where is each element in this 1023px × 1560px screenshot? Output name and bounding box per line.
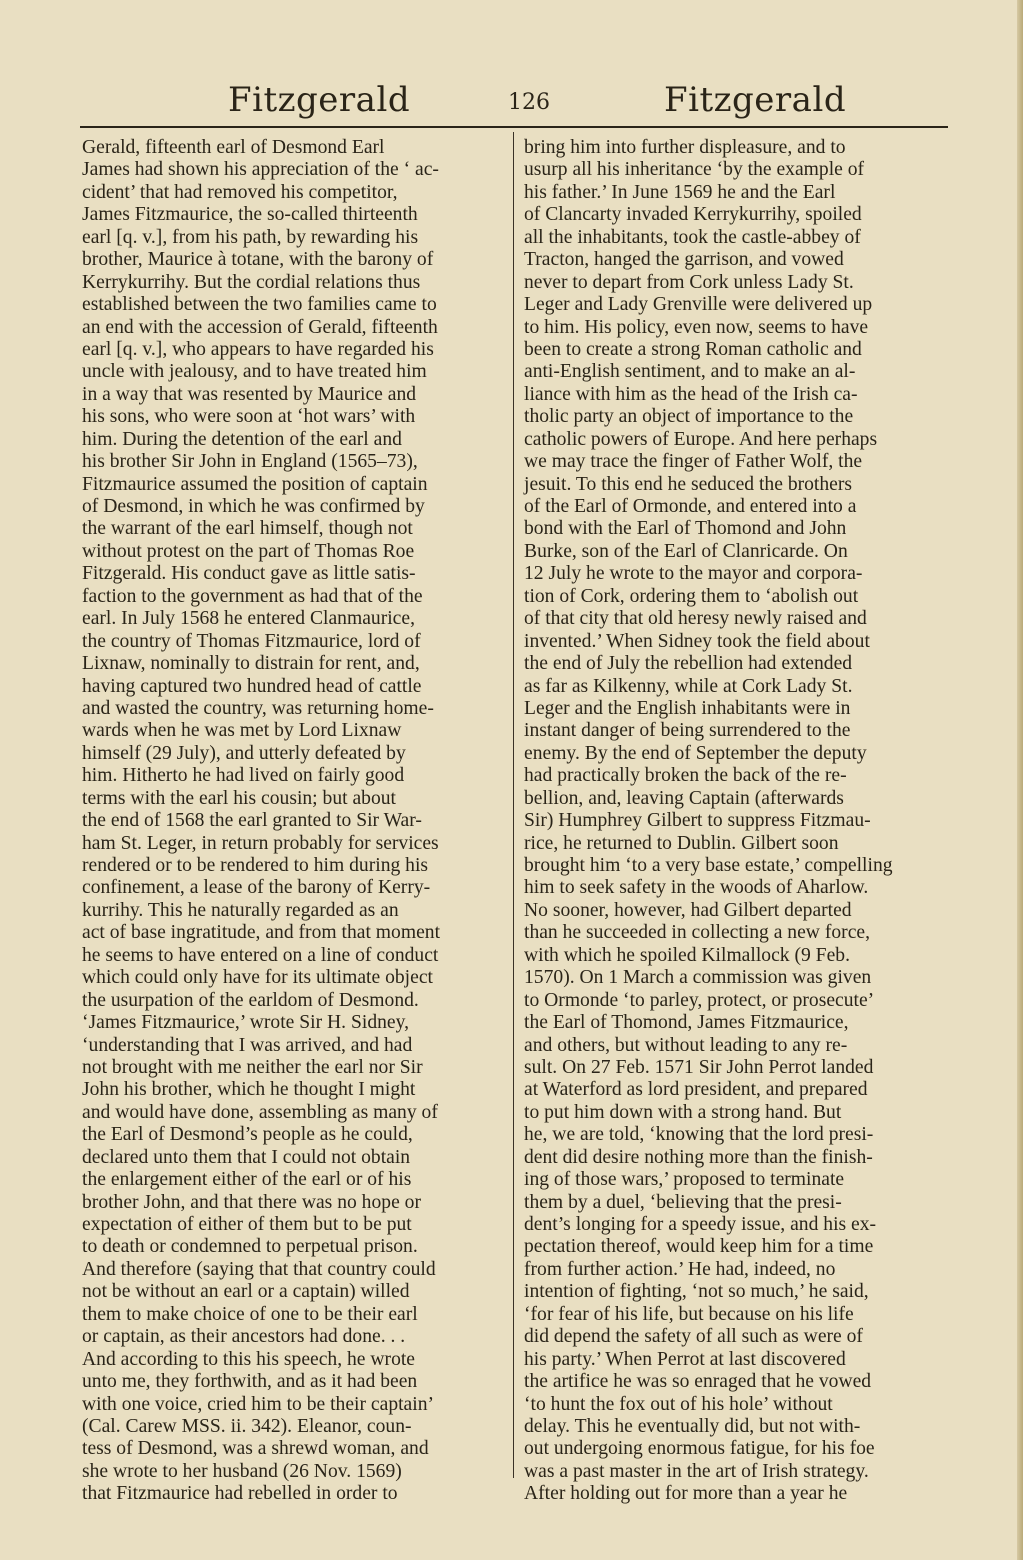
text-line: James Fitzmaurice, the so-called thirteenth	[82, 204, 418, 226]
text-line: never to depart from Cork unless Lady St.	[524, 271, 854, 293]
text-line: act of base ingratitude, and from that moment	[82, 922, 441, 944]
text-line: without protest on the part of Thomas Roe	[82, 540, 415, 562]
text-line: did depend the safety of all such as were of	[524, 1326, 863, 1348]
text-line: ing of those wars,’ proposed to terminate	[524, 1169, 845, 1191]
text-line: dent did desire nothing more than the finish-	[524, 1146, 873, 1168]
text-line: his father.’ In June 1569 he and the Earl	[524, 181, 836, 203]
text-line: he seems to have entered on a line of conduct	[82, 944, 439, 966]
text-line: the Earl of Desmond’s people as he could,	[82, 1124, 413, 1146]
text-line: bellion, and, leaving Captain (afterwards	[524, 787, 844, 809]
text-line: of Desmond, in which he was confirmed by	[82, 496, 425, 517]
text-line: rendered or to be rendered to him during his	[82, 855, 429, 876]
text-line: And therefore (saying that that country could	[82, 1258, 436, 1280]
text-line: and wasted the country, was returning home-	[82, 697, 434, 719]
text-line: the end of July the rebellion had extended	[524, 653, 853, 675]
text-line: Fitzmaurice assumed the position of captain	[82, 473, 428, 495]
text-line: out undergoing enormous fatigue, for his foe	[524, 1438, 875, 1460]
header-left-title: Fitzgerald	[228, 80, 411, 120]
text-line: and would have done, assembling as many of	[82, 1101, 438, 1123]
text-line: ‘James Fitzmaurice,’ wrote Sir H. Sidney,	[82, 1012, 410, 1034]
text-line: Lixnaw, nominally to distrain for rent, and,	[82, 653, 420, 675]
text-line: Burke, son of the Earl of Clanricarde. On	[524, 540, 848, 562]
text-line: not brought with me neither the earl nor Sir	[82, 1056, 423, 1078]
text-line: Leger and the English inhabitants were in	[524, 697, 851, 719]
text-line: brother John, and that there was no hope or	[82, 1191, 421, 1213]
text-line: at Waterford as lord president, and prepared	[524, 1079, 868, 1101]
text-line: to Ormonde ‘to parley, protect, or prosecute’	[524, 989, 875, 1011]
header-right-title: Fitzgerald	[664, 80, 847, 120]
text-line: or captain, as their ancestors had done. . .	[82, 1326, 406, 1348]
text-line: expectation of either of them but to be put	[82, 1214, 412, 1235]
text-line: (Cal. Carew MSS. ii. 342). Eleanor, coun-	[82, 1415, 412, 1437]
text-line: him to seek safety in the woods of Aharlow.	[524, 877, 869, 899]
running-header	[80, 80, 946, 126]
text-line: cident’ that had removed his competitor,	[82, 181, 398, 203]
text-line: pectation thereof, would keep him for a time	[524, 1236, 874, 1258]
text-line: his sons, who were soon at ‘hot wars’ with	[82, 406, 416, 428]
text-line: dent’s longing for a speedy issue, and his ex-	[524, 1214, 877, 1235]
header-rule	[80, 126, 948, 128]
text-line: Gerald, fifteenth earl of Desmond Earl	[82, 137, 385, 158]
text-line: earl. In July 1568 he entered Clanmaurice,	[82, 608, 415, 630]
text-line: tess of Desmond, was a shrewd woman, and	[82, 1438, 429, 1460]
text-line: ham St. Leger, in return probably for services	[82, 832, 439, 854]
text-line: kurrihy. This he naturally regarded as an	[82, 899, 399, 921]
text-line: his brother Sir John in England (1565–73),	[82, 451, 418, 473]
text-line: an end with the accession of Gerald, fifteenth	[82, 316, 438, 338]
text-line: ‘understanding that I was arrived, and had	[82, 1034, 413, 1056]
text-line: confinement, a lease of the barony of Kerry-	[82, 877, 431, 899]
text-line: having captured two hundred head of cattle	[82, 675, 422, 697]
text-line: and others, but without leading to any re-	[524, 1034, 848, 1056]
text-line: ‘to hunt the fox out of his hole’ without	[524, 1393, 833, 1415]
text-line: 12 July he wrote to the mayor and corpora-	[524, 563, 863, 585]
text-line: with which he spoiled Kilmallock (9 Feb.	[524, 944, 850, 966]
text-line: that Fitzmaurice had rebelled in order to	[82, 1483, 398, 1505]
text-line: anti-English sentiment, and to make an al-	[524, 361, 856, 383]
text-line: of the Earl of Ormonde, and entered into a	[524, 496, 857, 517]
text-line: the artifice he was so enraged that he vowed	[524, 1371, 872, 1393]
text-line: intention of fighting, ‘not so much,’ he said,	[524, 1281, 869, 1303]
text-line: she wrote to her husband (26 Nov. 1569)	[82, 1460, 402, 1482]
page-edge	[1017, 0, 1023, 1560]
text-line: James had shown his appreciation of the ‘ ac-	[82, 159, 439, 181]
left-column	[82, 137, 502, 1506]
text-line: was a past master in the art of Irish strategy.	[524, 1460, 869, 1482]
text-line: earl [q. v.], from his path, by rewarding his	[82, 226, 419, 248]
text-line: not be without an earl or a captain) willed	[82, 1281, 410, 1303]
text-line: rice, he returned to Dublin. Gilbert soon	[524, 832, 839, 854]
text-line: the end of 1568 the earl granted to Sir War-	[82, 810, 422, 832]
text-line: bring him into further displeasure, and to	[524, 137, 846, 158]
text-line: declared unto them that I could not obtain	[82, 1146, 411, 1168]
text-line: of Clancarty invaded Kerrykurrihy, spoiled	[524, 204, 862, 226]
text-line: Fitzgerald. His conduct gave as little satis-	[82, 563, 416, 585]
text-line: had practically broken the back of the re-	[524, 765, 847, 787]
text-line: Sir) Humphrey Gilbert to suppress Fitzmau-	[524, 810, 871, 832]
text-line: unto me, they forthwith, and as it had been	[82, 1371, 418, 1393]
text-line: sult. On 27 Feb. 1571 Sir John Perrot landed	[524, 1056, 874, 1078]
text-line: which could only have for its ultimate object	[82, 967, 433, 989]
text-line: brother, Maurice à totane, with the barony of	[82, 249, 434, 271]
page-number: 126	[508, 90, 550, 115]
text-line: them to make choice of one to be their earl	[82, 1303, 418, 1325]
text-line: him. Hitherto he had lived on fairly good	[82, 765, 405, 787]
text-line: 1570). On 1 March a commission was given	[524, 967, 872, 989]
text-line: as far as Kilkenny, while at Cork Lady St.	[524, 675, 853, 697]
text-line: bond with the Earl of Thomond and John	[524, 518, 847, 540]
text-line: with one voice, cried him to be their captain’	[82, 1393, 435, 1415]
text-line: the usurpation of the earldom of Desmond.	[82, 989, 419, 1011]
text-line: to death or condemned to perpetual prison.	[82, 1236, 418, 1258]
text-line: to put him down with a strong hand. But	[524, 1101, 842, 1123]
text-line: earl [q. v.], who appears to have regarded his	[82, 338, 434, 360]
text-line: terms with the earl his cousin; but about	[82, 787, 396, 809]
text-line: brought him ‘to a very base estate,’ compelling	[524, 855, 893, 876]
text-line: tholic party an object of importance to the	[524, 406, 854, 428]
text-line: Kerrykurrihy. But the cordial relations thus	[82, 271, 421, 293]
text-line: them by a duel, ‘believing that the presi-	[524, 1191, 842, 1213]
text-line: established between the two families came to	[82, 294, 437, 316]
text-line: in a way that was resented by Maurice and	[82, 383, 417, 405]
text-line: jesuit. To this end he seduced the brothers	[524, 473, 853, 495]
text-line: ‘for fear of his life, but because on his life	[524, 1303, 854, 1325]
text-line: than he succeeded in collecting a new force,	[524, 922, 870, 944]
text-line: usurp all his inheritance ‘by the example of	[524, 159, 865, 181]
text-line: No sooner, however, had Gilbert departed	[524, 899, 852, 921]
text-line: instant danger of being surrendered to the	[524, 720, 851, 742]
text-line: wards when he was met by Lord Lixnaw	[82, 720, 402, 742]
text-line: And according to this his speech, he wrote	[82, 1348, 416, 1370]
text-line: Tracton, hanged the garrison, and vowed	[524, 249, 844, 271]
text-line: all the inhabitants, took the castle-abbey of	[524, 226, 861, 248]
text-line: tion of Cork, ordering them to ‘abolish out	[524, 585, 859, 607]
text-line: his party.’ When Perrot at last discovered	[524, 1348, 846, 1370]
text-line: enemy. By the end of September the deputy	[524, 742, 867, 764]
text-line: liance with him as the head of the Irish ca-	[524, 383, 858, 405]
text-line: been to create a strong Roman catholic and	[524, 338, 862, 360]
text-line: we may trace the finger of Father Wolf, the	[524, 451, 863, 473]
text-line: Leger and Lady Grenville were delivered up	[524, 294, 873, 316]
text-line: John his brother, which he thought I might	[82, 1079, 416, 1101]
text-line: the warrant of the earl himself, though not	[82, 518, 413, 540]
text-line: he, we are told, ‘knowing that the lord presi-	[524, 1124, 874, 1146]
text-line: faction to the government as had that of the	[82, 585, 423, 607]
text-line: himself (29 July), and utterly defeated by	[82, 742, 406, 764]
right-column	[524, 137, 944, 1506]
column-divider	[513, 132, 514, 1478]
text-line: catholic powers of Europe. And here perhaps	[524, 428, 878, 450]
text-line: delay. This he eventually did, but not with-	[524, 1415, 861, 1437]
text-line: uncle with jealousy, and to have treated him	[82, 361, 427, 383]
text-line: of that city that old heresy newly raised and	[524, 608, 867, 630]
text-line: from further action.’ He had, indeed, no	[524, 1258, 836, 1280]
text-line: the enlargement either of the earl or of his	[82, 1169, 412, 1191]
text-line: the Earl of Thomond, James Fitzmaurice,	[524, 1012, 849, 1034]
text-line: to him. His policy, even now, seems to have	[524, 316, 869, 338]
text-line: the country of Thomas Fitzmaurice, lord of	[82, 630, 421, 652]
text-line: invented.’ When Sidney took the field about	[524, 630, 870, 652]
text-line: him. During the detention of the earl and	[82, 428, 402, 450]
text-line: After holding out for more than a year he	[524, 1483, 848, 1505]
